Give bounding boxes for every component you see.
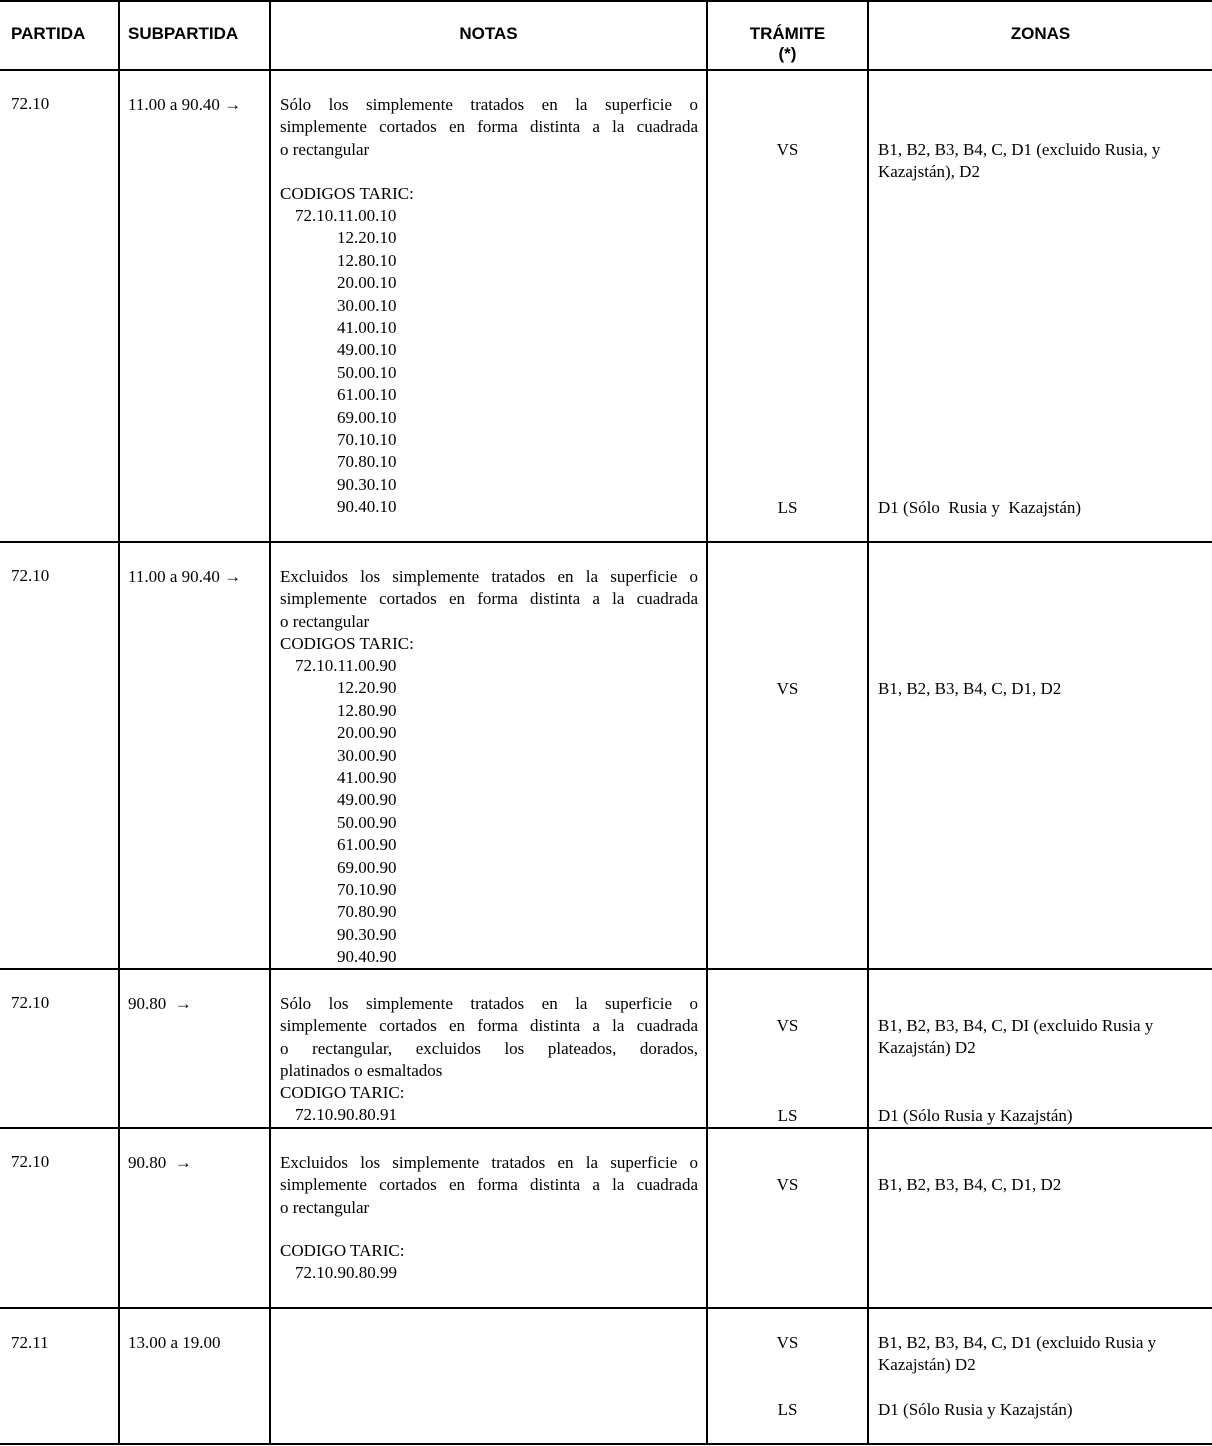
row-2-subpartida: 11.00 a 90.40 → — [128, 567, 242, 586]
row-3-taric-label: CODIGO TARIC: — [280, 1083, 405, 1102]
taric-code: 12.80.10 — [337, 250, 397, 270]
row-1-zonas-ls: D1 (Sólo Rusia y Kazajstán) — [878, 498, 1082, 517]
row-5-zonas-vs: B1, B2, B3, B4, C, D1 (excluido Rusia y Kazajstán) D2 — [878, 1333, 1157, 1375]
row-5-zonas-ls: D1 (Sólo Rusia y Kazajstán) — [878, 1400, 1073, 1419]
row-2-notas — [280, 566, 698, 633]
taric-code: 49.00.10 — [337, 340, 397, 360]
header-zonas: ZONAS — [1010, 24, 1071, 43]
header-notas: NOTAS — [459, 24, 518, 43]
row-1-taric-label: CODIGOS TARIC: — [280, 184, 414, 203]
row-1-zonas-vs: B1, B2, B3, B4, C, D1 (excluido Rusia, y Kazajstán), D2 — [878, 140, 1161, 182]
taric-code: 61.00.90 — [337, 835, 397, 855]
taric-code: 72.10.90.80.91 — [295, 1105, 397, 1124]
row-1-notas-line: Sólo los simplemente tratados en la superficie o — [280, 95, 698, 114]
column-divider — [269, 0, 271, 1445]
header-partida: PARTIDA — [11, 24, 86, 43]
row-1-codes — [280, 205, 397, 518]
row-1-tramite-ls: LS — [777, 498, 798, 517]
row-2-tramite-vs: VS — [776, 679, 799, 698]
row-4-subpartida: 90.80 → — [128, 1153, 192, 1172]
row-5-partida: 72.11 — [11, 1333, 49, 1352]
row-2-zonas-vs: B1, B2, B3, B4, C, D1, D2 — [878, 679, 1062, 698]
row-2-notas-line: Excluidos los simplemente tratados en la superficie o — [280, 567, 698, 586]
row-3-zonas-vs: B1, B2, B3, B4, C, DI (excluido Rusia y Kazajstán) D2 — [878, 1016, 1154, 1058]
row-4-zonas-vs: B1, B2, B3, B4, C, D1, D2 — [878, 1175, 1062, 1194]
table-bottom-border — [0, 1443, 1212, 1445]
taric-code: 69.00.90 — [337, 857, 397, 877]
row-1-notas-line: o rectangular — [280, 139, 370, 159]
row-4-codes — [280, 1262, 397, 1284]
header-subpartida: SUBPARTIDA — [128, 24, 239, 43]
taric-code: 90.30.10 — [337, 474, 397, 494]
taric-code: 72.10.11.00.90 — [295, 656, 397, 675]
taric-code: 30.00.10 — [337, 295, 397, 315]
taric-code: 90.40.90 — [337, 947, 397, 967]
row-divider — [0, 1307, 1212, 1309]
taric-code: 12.80.90 — [337, 700, 397, 720]
row-4-taric-label: CODIGO TARIC: — [280, 1241, 405, 1260]
row-3-partida: 72.10 — [11, 993, 50, 1012]
taric-code: 90.40.10 — [337, 497, 397, 517]
row-2-taric-label: CODIGOS TARIC: — [280, 634, 414, 653]
row-5-tramite-vs: VS — [776, 1333, 799, 1352]
taric-code: 90.30.90 — [337, 924, 397, 944]
taric-code: 61.00.10 — [337, 385, 397, 405]
taric-code: 20.00.10 — [337, 273, 397, 293]
row-3-notas-line: o rectangular, excluidos los plateados, dorados, — [280, 1038, 698, 1058]
row-2-codes — [280, 655, 397, 968]
row-1-partida: 72.10 — [11, 94, 50, 113]
row-3-notas-line: simplemente cortados en forma distinta a la cuadrada — [280, 1016, 698, 1036]
taric-code: 70.80.90 — [337, 902, 397, 922]
row-4-partida: 72.10 — [11, 1152, 50, 1171]
taric-code: 20.00.90 — [337, 723, 397, 743]
taric-code: 70.80.10 — [337, 452, 397, 472]
column-divider — [867, 0, 869, 1445]
row-3-subpartida: 90.80 → — [128, 994, 192, 1013]
taric-code: 41.00.90 — [337, 767, 397, 787]
row-divider — [0, 968, 1212, 970]
row-3-tramite-vs: VS — [776, 1016, 799, 1035]
row-1-notas — [280, 94, 698, 161]
row-4-notas-line: simplemente cortados en forma distinta a la cuadrada — [280, 1175, 698, 1195]
taric-code: 12.20.90 — [337, 678, 397, 698]
taric-code: 72.10.11.00.10 — [295, 206, 397, 225]
row-3-notas — [280, 993, 698, 1083]
taric-code: 70.10.10 — [337, 429, 397, 449]
row-5-subpartida: 13.00 a 19.00 — [128, 1333, 221, 1352]
taric-code: 30.00.90 — [337, 745, 397, 765]
row-4-notas-line: Excluidos los simplemente tratados en la superficie o — [280, 1153, 698, 1172]
taric-code: 41.00.10 — [337, 317, 397, 337]
taric-code: 50.00.10 — [337, 362, 397, 382]
row-4-notas — [280, 1152, 698, 1219]
row-4-tramite-vs: VS — [776, 1175, 799, 1194]
taric-code: 49.00.90 — [337, 790, 397, 810]
table-top-border — [0, 0, 1212, 2]
row-1-tramite-vs: VS — [776, 140, 799, 159]
row-2-notas-line: simplemente cortados en forma distinta a la cuadrada — [280, 589, 698, 609]
row-1-subpartida: 11.00 a 90.40 → — [128, 95, 242, 114]
taric-code: 12.20.10 — [337, 228, 397, 248]
row-3-notas-line: platinados o esmaltados — [280, 1061, 443, 1081]
row-2-notas-line: o rectangular — [280, 611, 370, 631]
header-bottom-border — [0, 69, 1212, 71]
column-divider — [118, 0, 120, 1445]
taric-code: 70.10.90 — [337, 879, 397, 899]
taric-code: 50.00.90 — [337, 812, 397, 832]
row-4-notas-line: o rectangular — [280, 1197, 370, 1217]
taric-code: 72.10.90.80.99 — [295, 1263, 397, 1282]
row-3-tramite-ls: LS — [777, 1106, 798, 1125]
row-3-notas-line: Sólo los simplemente tratados en la superficie o — [280, 994, 698, 1013]
row-3-codes — [280, 1104, 397, 1126]
header-tramite-note: (*) — [778, 44, 797, 63]
row-divider — [0, 541, 1212, 543]
row-5-tramite-ls: LS — [777, 1400, 798, 1419]
taric-code: 69.00.10 — [337, 407, 397, 427]
column-divider — [706, 0, 708, 1445]
header-tramite-label: TRÁMITE — [749, 24, 826, 43]
row-3-zonas-ls: D1 (Sólo Rusia y Kazajstán) — [878, 1106, 1073, 1125]
header-tramite — [708, 24, 867, 64]
row-2-partida: 72.10 — [11, 566, 50, 585]
row-1-notas-line: simplemente cortados en forma distinta a la cuadrada — [280, 117, 698, 137]
